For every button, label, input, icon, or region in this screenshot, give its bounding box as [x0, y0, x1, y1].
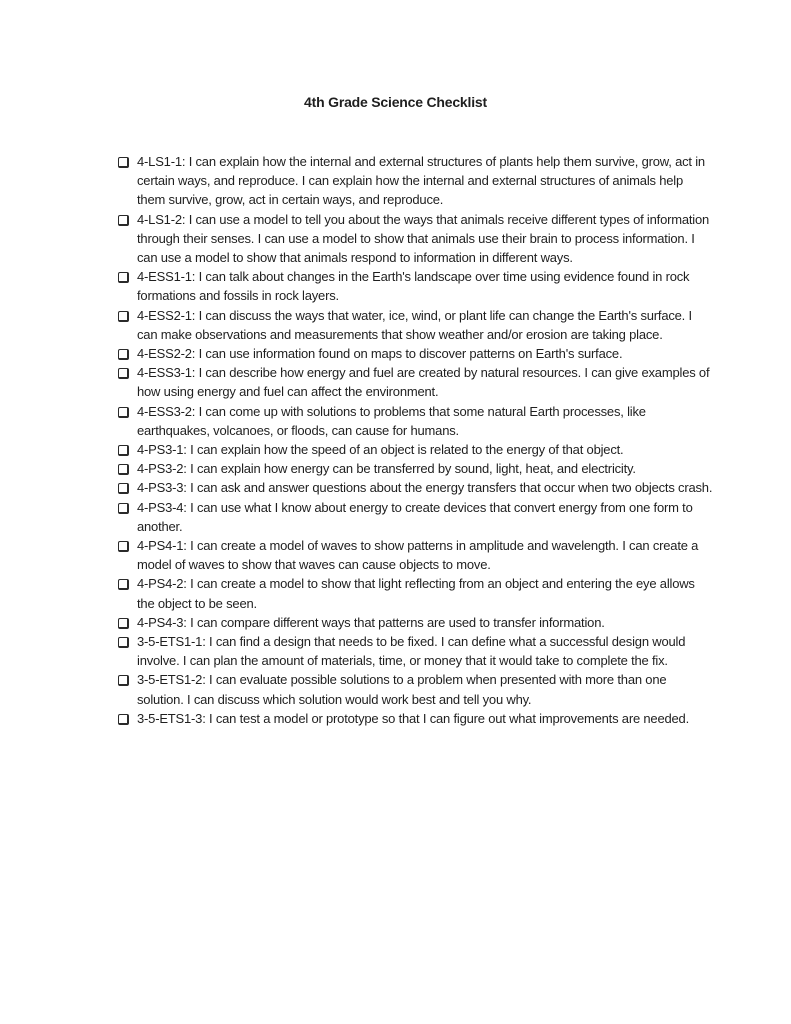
checklist-item	[118, 344, 714, 363]
checkbox-icon	[118, 637, 129, 648]
standard-code: 4-PS3-4:	[137, 499, 187, 515]
checkbox-icon	[118, 464, 129, 475]
checkbox-icon	[118, 272, 129, 283]
standard-code: 4-LS1-1:	[137, 154, 186, 169]
checkbox-icon	[118, 675, 129, 686]
standard-code: 4-PS4-1:	[137, 538, 187, 554]
standard-text: I can create a model of waves to show patterns in amplitude and wavelength. I can create a model of waves to show that waves can cause objects to move.	[137, 538, 699, 573]
checklist	[118, 152, 714, 728]
standard-text: I can use a model to tell you about the ways that animals receive different types of information through their senses. I can use a model to show that animals use their brain to process information. I can use a model to show that animals respond to information in different ways.	[137, 211, 710, 266]
checkbox-icon	[118, 311, 129, 322]
checklist-item	[118, 574, 714, 612]
standard-text: I can compare different ways that patterns are used to transfer information.	[190, 614, 605, 630]
checklist-item	[118, 498, 714, 536]
checklist-item	[118, 402, 714, 440]
standard-text: I can talk about changes in the Earth's landscape over time using evidence found in rock formations and fossils in rock layers.	[137, 269, 690, 304]
standard-code: 4-PS3-1:	[137, 442, 187, 458]
standard-code: 4-PS4-2:	[137, 576, 187, 592]
checkbox-icon	[118, 541, 129, 552]
standard-text: I can use information found on maps to discover patterns on Earth's surface.	[198, 346, 623, 362]
standard-text: I can create a model to show that light reflecting from an object and entering the eye allows the object to be seen.	[137, 576, 695, 611]
standard-text: I can discuss the ways that water, ice, wind, or plant life can change the Earth's surface. I can make observations and measurements that show weather and/or erosion are taking place.	[137, 307, 692, 342]
standard-text: I can come up with solutions to problems that some natural Earth processes, like earthquakes, volcanoes, or floods, can cause for humans.	[137, 403, 646, 438]
checkbox-icon	[118, 579, 129, 590]
checklist-item	[118, 709, 714, 728]
standard-code: 3-5-ETS1-1:	[137, 634, 206, 650]
checkbox-icon	[118, 503, 129, 514]
checklist-item	[118, 536, 714, 574]
standard-text: I can find a design that needs to be fixed. I can define what a successful design would involve. I can plan the amount of materials, time, or money that it would take to complete the fix.	[137, 634, 686, 669]
standard-text: I can explain how the speed of an object is related to the energy of that object.	[190, 442, 624, 458]
standard-code: 4-PS3-2:	[137, 461, 187, 477]
checklist-item	[118, 459, 714, 478]
checklist-item	[118, 613, 714, 632]
checklist-item	[118, 267, 714, 305]
standard-text: I can use what I know about energy to create devices that convert energy from one form to another.	[137, 499, 693, 534]
checkbox-icon	[118, 483, 129, 494]
checklist-item	[118, 440, 714, 459]
standard-code: 3-5-ETS1-2:	[137, 672, 206, 688]
standard-code: 3-5-ETS1-3:	[137, 710, 206, 726]
standard-code: 4-ESS2-1:	[137, 307, 196, 323]
standard-code: 4-PS3-3:	[137, 480, 187, 496]
standard-text: I can ask and answer questions about the energy transfers that occur when two objects crash.	[190, 480, 713, 496]
standard-text: I can evaluate possible solutions to a problem when presented with more than one solution. I can discuss which solution would work best and tell you why.	[137, 672, 667, 707]
checklist-item	[118, 363, 714, 401]
checklist-item	[118, 632, 714, 670]
standard-text: I can describe how energy and fuel are created by natural resources. I can give examples of how using energy and fuel can affect the environment.	[137, 365, 710, 400]
checklist-item	[118, 478, 714, 497]
standard-text: I can test a model or prototype so that I can figure out what improvements are needed.	[209, 710, 689, 726]
checkbox-icon	[118, 368, 129, 379]
standard-code: 4-ESS3-1:	[137, 365, 196, 381]
checkbox-icon	[118, 349, 129, 360]
standard-code: 4-PS4-3:	[137, 614, 187, 630]
standard-text: I can explain how the internal and external structures of plants help them survive, grow, act in certain ways, and reproduce. I can explain how the internal and external structures of animals help them survive, grow, act in certain ways, and reproduce.	[137, 154, 705, 208]
checkbox-icon	[118, 714, 129, 725]
standard-code: 4-ESS3-2:	[137, 403, 196, 419]
checkbox-icon	[118, 407, 129, 418]
standard-code: 4-LS1-2:	[137, 211, 186, 227]
checkbox-icon	[118, 157, 129, 168]
checklist-item	[118, 670, 714, 708]
checklist-item	[118, 210, 714, 268]
checklist-item	[118, 306, 714, 344]
standard-code: 4-ESS2-2:	[137, 346, 196, 362]
checklist-item	[118, 152, 714, 210]
checkbox-icon	[118, 618, 129, 629]
checkbox-icon	[118, 445, 129, 456]
page-title: 4th Grade Science Checklist	[304, 94, 487, 110]
checkbox-icon	[118, 215, 129, 226]
standard-code: 4-ESS1-1:	[137, 269, 196, 285]
standard-text: I can explain how energy can be transferred by sound, light, heat, and electricity.	[190, 461, 636, 477]
